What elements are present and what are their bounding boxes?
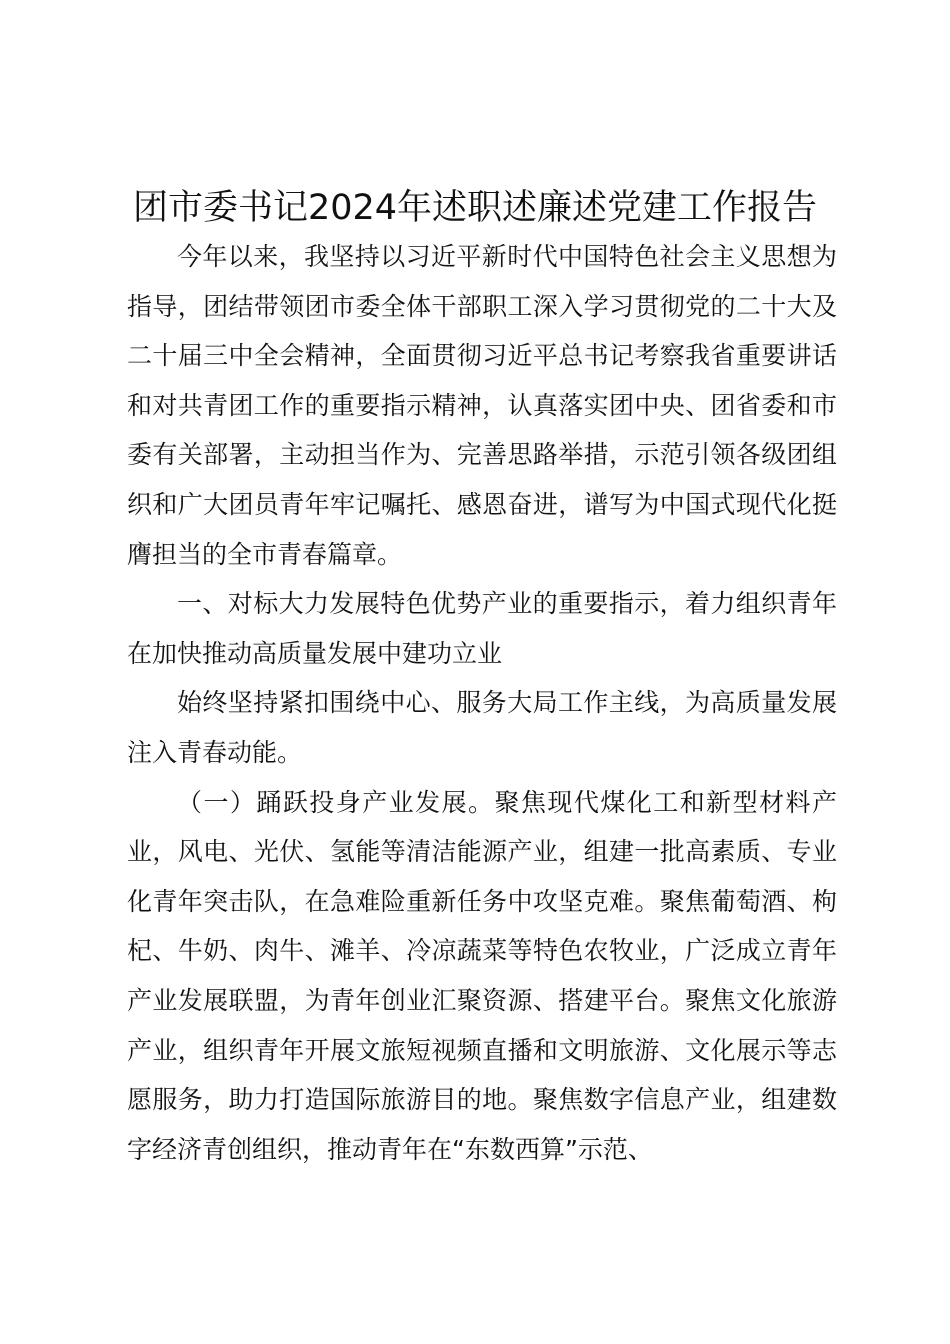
section-heading-1: 一、对标大力发展特色优势产业的重要指示，着力组织青年在加快推动高质量发展中建功立业 (127, 589, 837, 668)
intro-paragraph: 今年以来，我坚持以习近平新时代中国特色社会主义思想为指导，团结带领团市委全体干部职工深入学习贯彻党的二十大及二十届三中全会精神，全面贯彻习近平总书记考察我省重要讲话和对共青团工作的重要指示精神，认真落实团中央、团省委和市委有关部署，主动担当作为、完善思路举措，示范引领各级团组织和广大团员青年牢记嘱托、感恩奋进，谱写为中国式现代化挺膺担当的全市青春篇章。 (127, 242, 837, 569)
subsection-1-paragraph: （一）踊跃投身产业发展。聚焦现代煤化工和新型材料产业，风电、光伏、氢能等清洁能源产业，组建一批高素质、专业化青年突击队，在急难险重新任务中攻坚克难。聚焦葡萄酒、枸杞、牛奶、肉牛、滩羊、冷凉蔬菜等特色农牧业，广泛成立青年产业发展联盟，为青年创业汇聚资源、搭建平台。聚焦文化旅游产业，组织青年开展文旅短视频直播和文明旅游、文化展示等志愿服务，助力打造国际旅游目的地。聚焦数字信息产业，组建数字经济青创组织，推动青年在“东数西算”示范、 (127, 787, 837, 1164)
section-1-summary: 始终坚持紧扣围绕中心、服务大局工作主线，为高质量发展注入青春动能。 (127, 688, 837, 767)
document-title: 团市委书记2024年述职述廉述党建工作报告 (132, 188, 818, 228)
document-body (127, 232, 837, 1174)
